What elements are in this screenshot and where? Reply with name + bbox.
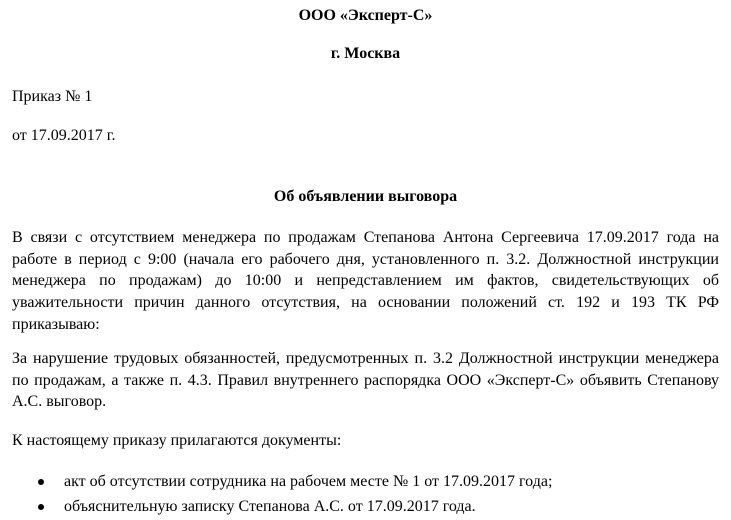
- body-paragraph-1: В связи с отсутствием менеджера по продажам Степанова Антона Сергеевича 17.09.2017 года на работе в период с 9:00 (начала его рабочего дня, установленного п. 3.2. Должностной инструкции менеджера по продажам) до 10:00 и непредставлением им фактов, свидетельствующих об уважительности причин данного отсутствия, на основании положений ст. 192 и 193 ТК РФ приказываю:: [12, 229, 719, 333]
- order-title: Об объявлении выговора: [273, 188, 458, 205]
- attachments-list: [12, 471, 719, 520]
- bullet-icon: [38, 479, 44, 485]
- order-date: от 17.09.2017 г.: [12, 127, 116, 144]
- attachment-text: объяснительную записку Степанова А.С. от 17.09.2017 года.: [64, 497, 476, 515]
- attachment-text: акт об отсутствии сотрудника на рабочем месте № 1 от 17.09.2017 года;: [64, 473, 553, 490]
- order-number: Приказ № 1: [12, 88, 93, 105]
- attachments-intro: К настоящему приказу прилагаются документы:: [12, 432, 342, 449]
- body-paragraph-2: За нарушение трудовых обязанностей, предусмотренных п. 3.2 Должностной инструкции менеджера по продажам, а также п. 4.3. Правил внутреннего распорядка ООО «Эксперт-С» объявить Степанову А.С. выговор.: [12, 350, 719, 411]
- list-item: [12, 496, 719, 518]
- bullet-icon: [38, 504, 44, 510]
- city-name: г. Москва: [330, 45, 401, 62]
- list-item: [12, 471, 719, 493]
- organization-name: ООО «Эксперт-С»: [298, 7, 433, 24]
